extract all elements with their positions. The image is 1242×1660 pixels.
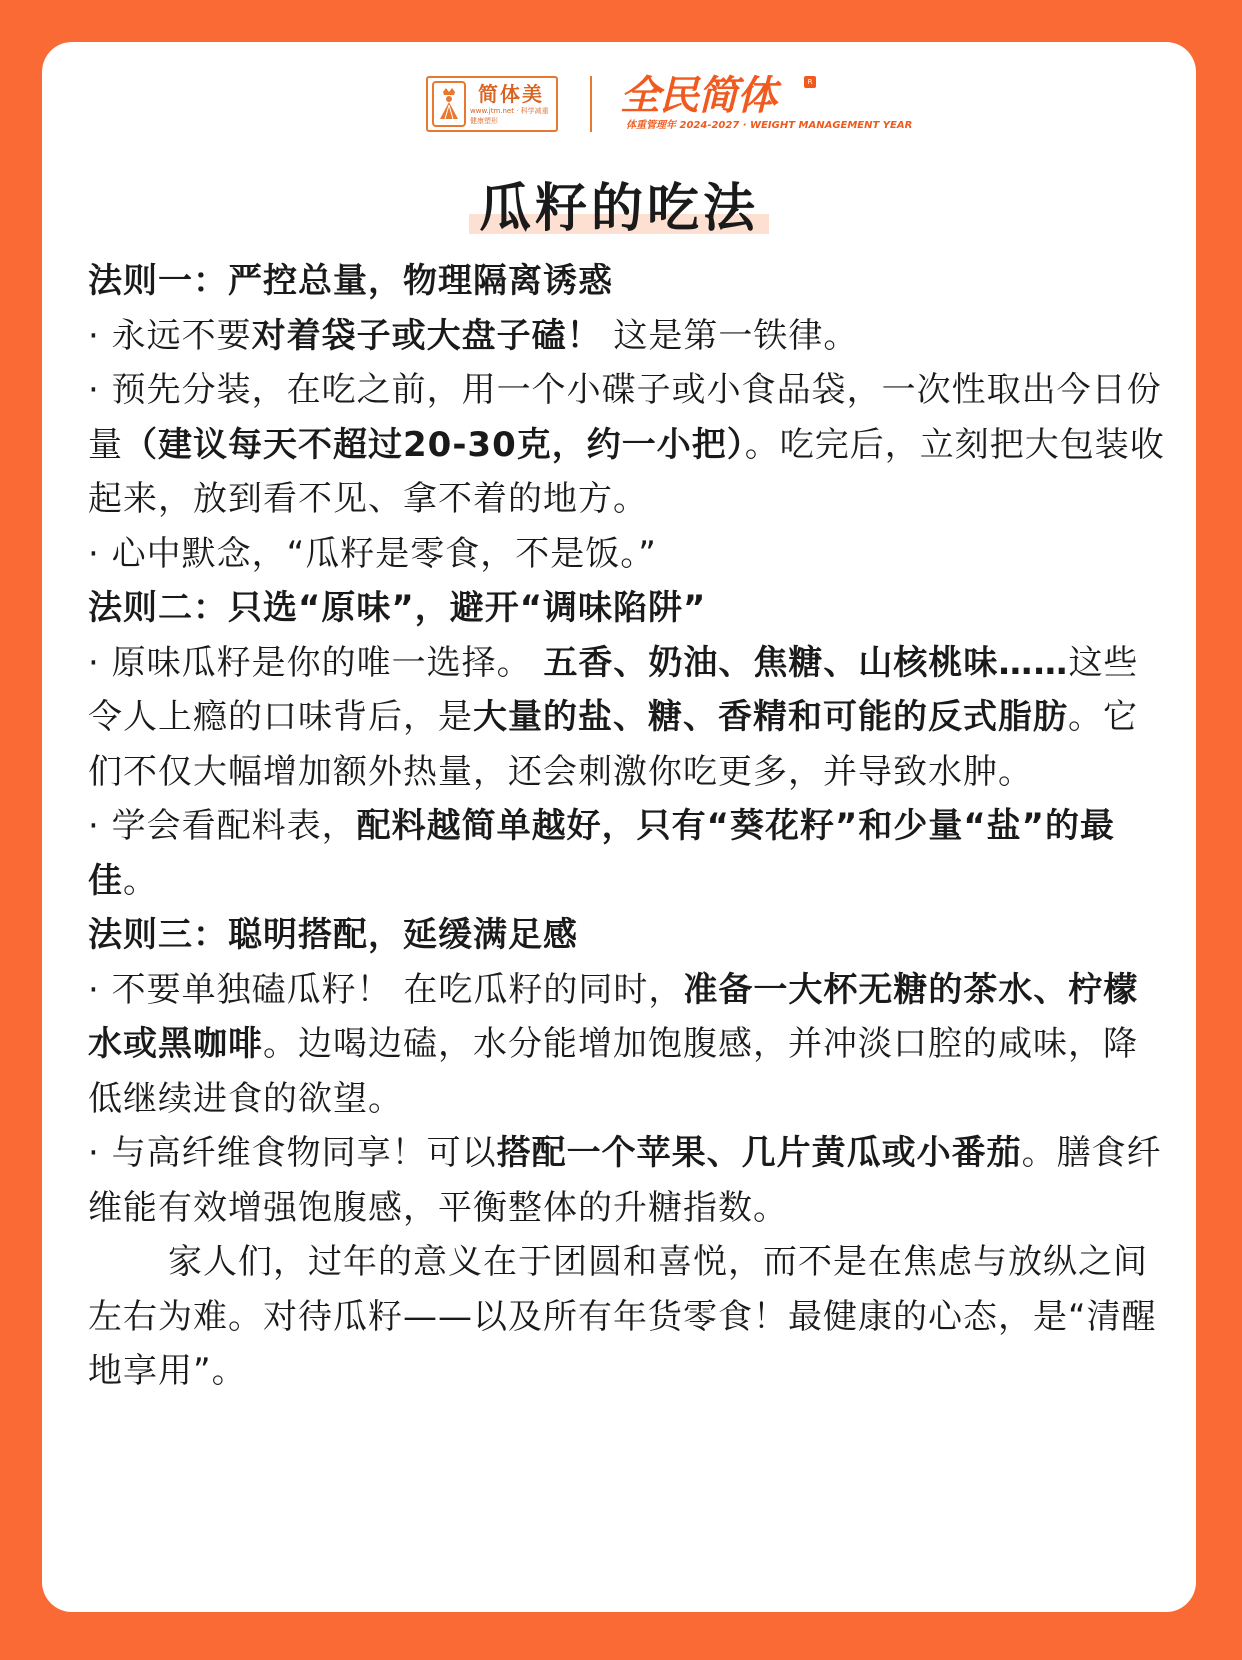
rule3-bullet-1 (88, 963, 1168, 1127)
text-bold: 配料越简单越好，只有“葵花籽”和少量“盐”的最佳 (88, 806, 1116, 901)
article-body (88, 254, 1168, 1399)
rule1-bullet-2 (88, 363, 1168, 527)
right-logo-sub: 体重管理年 2024-2027 · WEIGHT MANAGEMENT YEAR (626, 120, 913, 131)
rule2-bullet-2 (88, 799, 1168, 908)
rule1-bullet-3: · 心中默念，“瓜籽是零食，不是饭。” (88, 533, 657, 574)
rule3-heading: 法则三：聪明搭配，延缓满足感 (88, 915, 578, 955)
rule1-heading: 法则一：严控总量，物理隔离诱惑 (88, 261, 613, 301)
figure-emblem-icon (432, 81, 466, 127)
left-logo-name: 简体美 (478, 82, 544, 106)
text: 。边喝边磕，水分能增加饱腹感，并冲淡口腔的咸味，降低继续进食的欲望。 (88, 1024, 1138, 1119)
right-logo-name: 全民简体 (620, 73, 776, 119)
text-bold: 五香、奶油、焦糖、山核桃味…… (543, 642, 1069, 683)
content-card (42, 42, 1196, 1612)
jiantimei-logo (426, 76, 558, 132)
text: · 永远不要 (88, 315, 252, 356)
text: 这些令人上瘾的口味背后，是 (88, 642, 1139, 737)
text-bold: 准备一大杯无糖的茶水、柠檬水或黑咖啡 (88, 969, 1139, 1064)
logo-divider (590, 76, 592, 132)
text: · 预先分装，在吃之前，用一个小碟子或小食品袋，一次性取出今日份量 (88, 370, 1162, 465)
rule3-bullet-2 (88, 1126, 1168, 1235)
rule2-bullet-1 (88, 636, 1168, 800)
text: · 不要单独磕瓜籽！ 在吃瓜籽的同时， (88, 969, 684, 1010)
text-bold: （建议每天不超过20-30克，约一小把） (123, 424, 745, 465)
text-bold: 对着袋子或大盘子磕！ (251, 315, 602, 356)
text: · 学会看配料表， (88, 806, 357, 846)
title-wrap (42, 178, 1196, 240)
registered-badge: R (804, 76, 816, 88)
text: 。吃完后，立刻把大包装收起来，放到看不见、拿不着的地方。 (88, 424, 1165, 519)
text: 。膳食纤维能有效增强饱腹感，平衡整体的升糖指数。 (88, 1133, 1162, 1228)
rule2-heading: 法则二：只选“原味”，避开“调味陷阱” (88, 588, 707, 628)
text: · 原味瓜籽是你的唯一选择。 (88, 642, 544, 683)
left-logo-sub: www.jtm.net · 科学减重 健康塑形 (470, 107, 549, 125)
text: 这是第一铁律。 (601, 315, 859, 356)
quanmin-jianti-logo (620, 72, 913, 136)
text: · 与高纤维食物同享！可以 (88, 1133, 497, 1173)
closing-paragraph: 家人们，过年的意义在于团圆和喜悦，而不是在焦虑与放纵之间左右为难。对待瓜籽——以及所有年货零食！最健康的心态，是“清醒地享用”。 (88, 1242, 1157, 1391)
text-bold: 大量的盐、糖、香精和可能的反式脂肪 (473, 697, 1068, 737)
rule1-bullet-1 (88, 309, 1168, 364)
text: 。 (123, 860, 158, 901)
text-bold: 搭配一个苹果、几片黄瓜或小番茄 (496, 1133, 1022, 1173)
page-title: 瓜籽的吃法 (469, 178, 769, 240)
text: 。它们不仅大幅增加额外热量，还会刺激你吃更多，并导致水肿。 (88, 697, 1138, 792)
